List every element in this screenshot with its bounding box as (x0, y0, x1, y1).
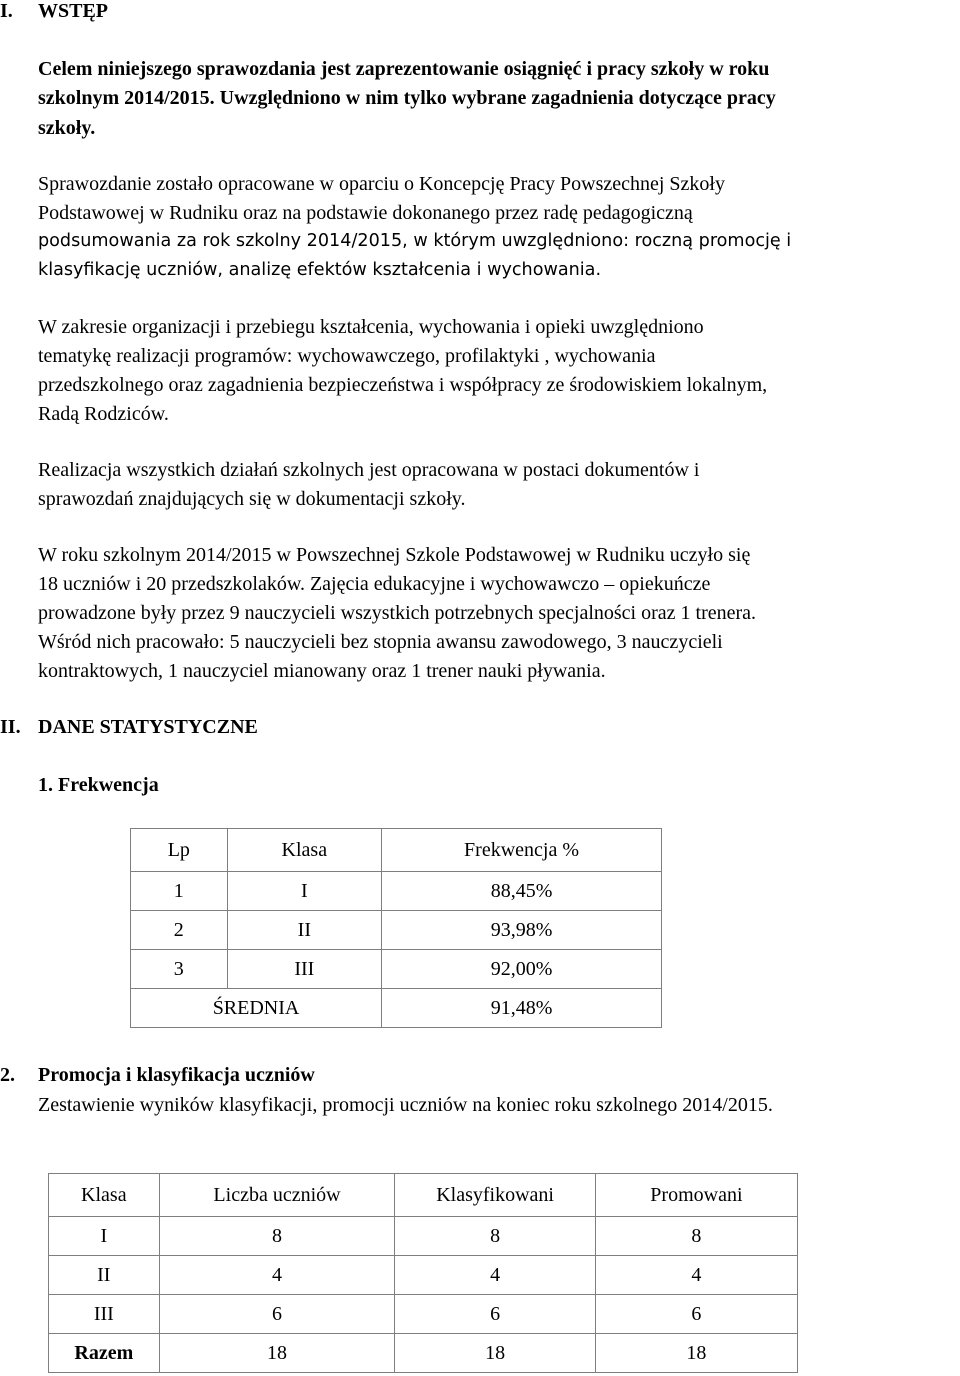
table-cell: 4 (595, 1256, 797, 1295)
table-header-row (49, 1174, 798, 1217)
subsection-description: Zestawienie wyników klasyfikacji, promocji uczniów na koniec roku szkolnego 2014/2015. (38, 1094, 773, 1116)
table-header-cell: Klasa (49, 1174, 160, 1217)
table-cell: 3 (131, 950, 228, 989)
table-cell: III (49, 1295, 160, 1334)
table-cell: 6 (159, 1295, 395, 1334)
paragraph-line: podsumowania za rok szkolny 2014/2015, w którym uwzględniono: roczną promocję i (38, 231, 792, 251)
paragraph-line: prowadzone były przez 9 nauczycieli wszystkich potrzebnych specjalności oraz 1 trenera. (38, 602, 757, 624)
table-header-cell: Frekwencja % (382, 829, 662, 872)
paragraph-line: klasyfikację uczniów, analizę efektów kształcenia i wychowania. (38, 260, 602, 280)
table-cell: 6 (395, 1295, 595, 1334)
table-cell: 4 (159, 1256, 395, 1295)
table-header-cell: Liczba uczniów (159, 1174, 395, 1217)
subsection-number: 2. (0, 1064, 15, 1086)
paragraph-line: Radą Rodziców. (38, 403, 169, 425)
table-cell: II (49, 1256, 160, 1295)
paragraph-line: W roku szkolnym 2014/2015 w Powszechnej Szkole Podstawowej w Rudniku uczyło się (38, 544, 751, 566)
promotion-table (48, 1173, 798, 1373)
table-header-cell: Lp (131, 829, 228, 872)
section-number: I. (0, 0, 13, 22)
table-cell: 88,45% (382, 872, 662, 911)
table-cell: 8 (159, 1217, 395, 1256)
table-cell: 8 (595, 1217, 797, 1256)
table-header-row (131, 829, 662, 872)
subsection-title: Promocja i klasyfikacja uczniów (38, 1064, 315, 1086)
table-cell: 4 (395, 1256, 595, 1295)
intro-line: szkolnym 2014/2015. Uwzględniono w nim tylko wybrane zagadnienia dotyczące pracy (38, 87, 776, 109)
table-cell: 93,98% (382, 911, 662, 950)
table-row (49, 1256, 798, 1295)
paragraph-line: Realizacja wszystkich działań szkolnych jest opracowana w postaci dokumentów i (38, 459, 700, 481)
paragraph-line: tematykę realizacji programów: wychowawczego, profilaktyki , wychowania (38, 345, 656, 367)
table-row (131, 911, 662, 950)
table-cell: II (227, 911, 381, 950)
section-title: DANE STATYSTYCZNE (38, 716, 258, 738)
paragraph-line: W zakresie organizacji i przebiegu kształcenia, wychowania i opieki uwzględniono (38, 316, 704, 338)
section-number: II. (0, 716, 21, 738)
intro-line: szkoły. (38, 117, 96, 139)
paragraph-line: 18 uczniów i 20 przedszkolaków. Zajęcia edukacyjne i wychowawczo – opiekuńcze (38, 573, 711, 595)
total-label: Razem (49, 1334, 160, 1373)
paragraph-line: kontraktowych, 1 nauczyciel mianowany oraz 1 trener nauki pływania. (38, 660, 606, 682)
table-cell: 1 (131, 872, 228, 911)
table-summary-row (131, 989, 662, 1028)
table-header-cell: Promowani (595, 1174, 797, 1217)
table-row (49, 1295, 798, 1334)
table-cell: III (227, 950, 381, 989)
attendance-table (130, 828, 662, 1028)
table-cell: 18 (159, 1334, 395, 1373)
paragraph-line: przedszkolnego oraz zagadnienia bezpieczeństwa i współpracy ze środowiskiem lokalnym, (38, 374, 768, 396)
summary-label: ŚREDNIA (131, 989, 382, 1028)
paragraph-line: sprawozdań znajdujących się w dokumentacji szkoły. (38, 488, 466, 510)
summary-value: 91,48% (382, 989, 662, 1028)
table-row (131, 872, 662, 911)
table-cell: 18 (395, 1334, 595, 1373)
table-cell: 6 (595, 1295, 797, 1334)
table-cell: 92,00% (382, 950, 662, 989)
table-row (131, 950, 662, 989)
table-cell: 2 (131, 911, 228, 950)
paragraph-line: Sprawozdanie zostało opracowane w oparciu o Koncepcję Pracy Powszechnej Szkoły (38, 173, 725, 195)
paragraph-line: Wśród nich pracowało: 5 nauczycieli bez stopnia awansu zawodowego, 3 nauczycieli (38, 631, 723, 653)
table-cell: I (227, 872, 381, 911)
table-cell: 8 (395, 1217, 595, 1256)
table-cell: I (49, 1217, 160, 1256)
table-row (49, 1217, 798, 1256)
table-cell: 18 (595, 1334, 797, 1373)
section-title: WSTĘP (38, 0, 109, 22)
table-header-cell: Klasa (227, 829, 381, 872)
subsection-title: 1. Frekwencja (38, 774, 159, 796)
table-header-cell: Klasyfikowani (395, 1174, 595, 1217)
intro-line: Celem niniejszego sprawozdania jest zaprezentowanie osiągnięć i pracy szkoły w roku (38, 58, 770, 80)
paragraph-line: Podstawowej w Rudniku oraz na podstawie dokonanego przez radę pedagogiczną (38, 202, 693, 224)
table-total-row (49, 1334, 798, 1373)
